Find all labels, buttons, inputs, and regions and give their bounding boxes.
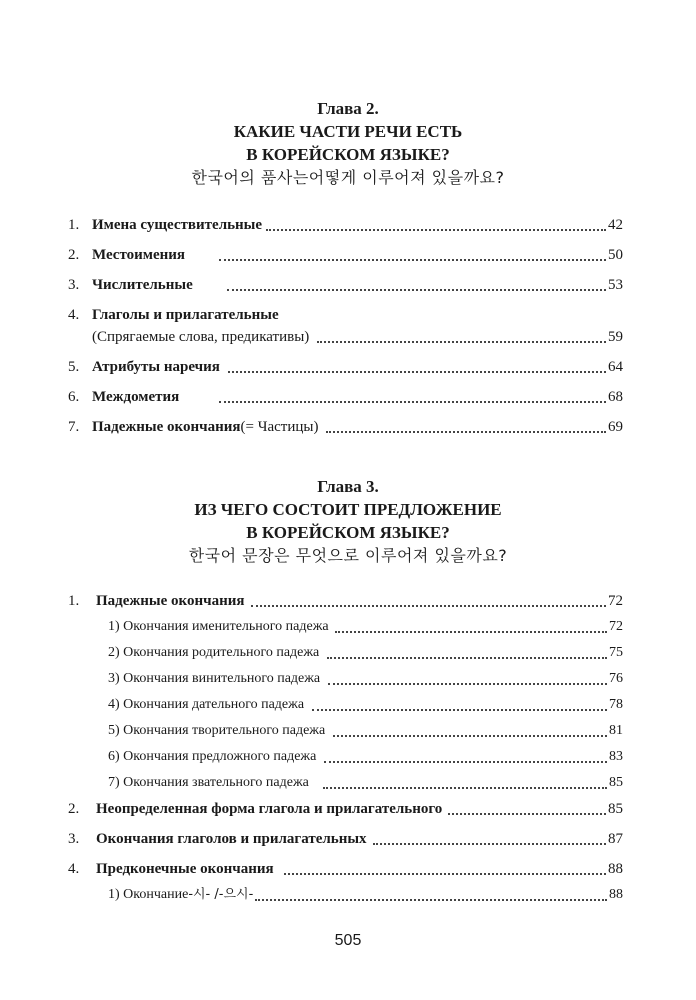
chapter-3-label: Глава 3. [317,477,379,496]
toc-subentry[interactable] [108,641,623,663]
leader-dots [328,683,607,685]
entry-page: 64 [608,359,623,375]
entry-number: 4. [68,861,80,877]
entry-page: 78 [609,697,623,712]
chapter-3-heading [0,475,696,567]
leader-dots [324,761,607,763]
entry-title: 2) Окончания родительного падежа [108,645,320,660]
entry-page: 59 [608,329,623,345]
leader-dots [326,431,606,433]
leader-dots [219,401,606,403]
entry-title: Неопределенная форма глагола и прилагательного [96,801,443,817]
toc-entry[interactable] [68,385,623,407]
entry-page: 75 [609,645,623,660]
toc-entry-continuation[interactable] [92,325,623,347]
leader-dots [227,289,606,291]
entry-number: 7. [68,419,80,435]
toc-subentry[interactable] [108,615,623,637]
entry-title: Числительные [92,277,193,293]
entry-title: Междометия [92,389,180,405]
entry-number: 4. [68,307,80,323]
leader-dots [327,657,607,659]
leader-dots [266,229,606,231]
entry-number: 1. [68,217,80,233]
toc-subentry[interactable] [108,771,623,793]
leader-dots [333,735,607,737]
leader-dots [373,843,606,845]
leader-dots [251,605,607,607]
entry-title: 6) Окончания предложного падежа [108,749,317,764]
toc-entry[interactable] [68,589,623,611]
entry-page: 50 [608,247,623,263]
entry-title: 3) Окончания винительного падежа [108,671,321,686]
toc-subentry[interactable] [108,745,623,767]
entry-title: 5) Окончания творительного падежа [108,723,326,738]
entry-page: 87 [608,831,623,847]
entry-korean-ending: -시- /-으시- [188,887,254,902]
entry-title: Предконечные окончания [96,861,274,877]
toc-entry[interactable] [68,213,623,235]
entry-page: 53 [608,277,623,293]
entry-page: 88 [609,887,623,902]
chapter-2-heading [0,97,696,189]
leader-dots [323,787,607,789]
entry-title: Окончания глаголов и прилагательных [96,831,367,847]
leader-dots [284,873,606,875]
entry-number: 2. [68,247,80,263]
entry-page: 72 [608,593,623,609]
entry-title: 1) Окончание [108,887,189,902]
entry-page: 85 [609,775,623,790]
entry-page: 81 [609,723,623,738]
entry-title: (Спрягаемые слова, предикативы) [92,329,310,345]
chapter-2-label: Глава 2. [317,99,379,118]
entry-page: 72 [609,619,623,634]
entry-number: 2. [68,801,80,817]
entry-title: Имена существительные [92,217,263,233]
chapter-3-korean-title: 한국어 문장은 무엇으로 이루어져 있을까요? [188,546,508,565]
toc-entry[interactable] [68,415,623,437]
toc-entry[interactable] [68,797,623,819]
entry-page: 42 [608,217,623,233]
chapter-2-korean-title: 한국어의 품사는어떻게 이루어져 있을까요? [191,168,505,187]
entry-title: Местоимения [92,247,186,263]
entry-title-suffix: (= Частицы) [240,419,319,435]
entry-number: 3. [68,831,80,847]
entry-page: 76 [609,671,623,686]
chapter-2-title-line-2: В КОРЕЙСКОМ ЯЗЫКЕ? [246,145,450,164]
entry-number: 6. [68,389,80,405]
toc-entry[interactable] [68,355,623,377]
leader-dots [335,631,607,633]
toc-entry[interactable] [68,857,623,879]
leader-dots [317,341,606,343]
leader-dots [219,259,606,261]
chapter-2-title-line-1: КАКИЕ ЧАСТИ РЕЧИ ЕСТЬ [233,122,463,141]
toc-entry[interactable] [68,303,623,325]
toc-entry[interactable] [68,273,623,295]
leader-dots [312,709,607,711]
chapter-3-title-line-2: В КОРЕЙСКОМ ЯЗЫКЕ? [246,523,450,542]
entry-page: 69 [608,419,623,435]
entry-title: Атрибуты наречия [92,359,220,375]
leader-dots [255,899,607,901]
entry-title: 4) Окончания дательного падежа [108,697,305,712]
entry-number: 1. [68,593,80,609]
entry-title: Глаголы и прилагательные [92,307,279,323]
leader-dots [448,813,606,815]
entry-page: 83 [609,749,623,764]
entry-title: Падежные окончания [96,593,245,609]
entry-title: Падежные окончания [92,419,241,435]
page-number: 505 [334,932,362,949]
entry-page: 68 [608,389,623,405]
toc-subentry[interactable] [108,667,623,689]
entry-page: 85 [608,801,623,817]
entry-title: 1) Окончания именительного падежа [108,619,329,634]
entry-page: 88 [608,861,623,877]
chapter-3-title-line-1: ИЗ ЧЕГО СОСТОИТ ПРЕДЛОЖЕНИЕ [194,500,502,519]
toc-entry[interactable] [68,827,623,849]
toc-entry[interactable] [68,243,623,265]
entry-title: 7) Окончания звательного падежа [108,775,309,790]
toc-subentry[interactable] [108,883,623,905]
entry-number: 5. [68,359,80,375]
leader-dots [228,371,606,373]
toc-subentry[interactable] [108,693,623,715]
toc-subentry[interactable] [108,719,623,741]
entry-number: 3. [68,277,80,293]
